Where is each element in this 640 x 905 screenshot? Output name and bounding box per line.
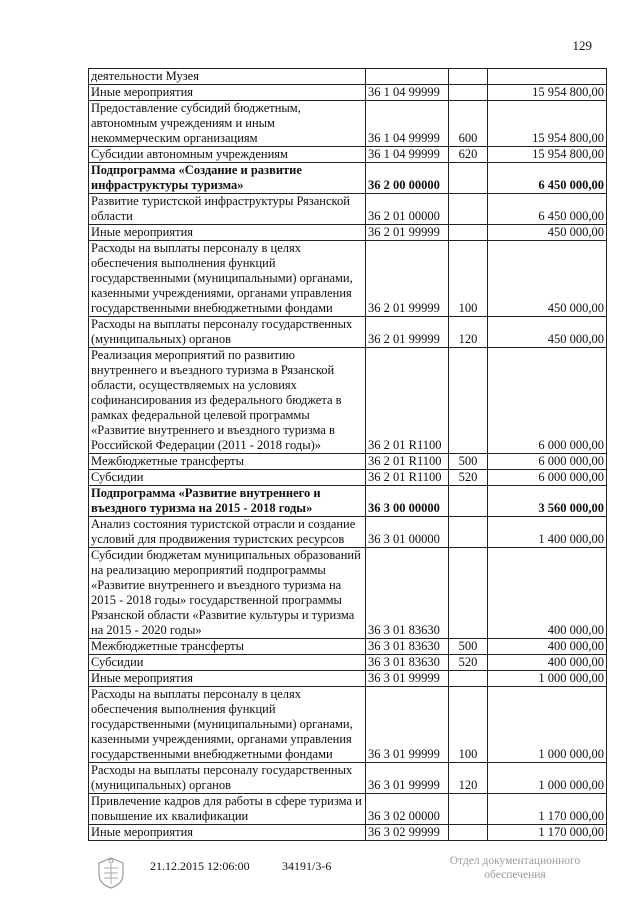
row-name-cell: Расходы на выплаты персоналу в целях обеспечения выполнения функций государственными (муниципальными) органами, казенными учреждениями, органами управления государственными внебюджетными фондами xyxy=(89,241,366,317)
row-name-cell: Подпрограмма «Создание и развитие инфраструктуры туризма» xyxy=(89,163,366,194)
table-row xyxy=(89,671,607,687)
row-amount-cell: 400 000,00 xyxy=(488,548,607,639)
table-row xyxy=(89,825,607,841)
row-type-cell xyxy=(449,517,488,548)
coat-of-arms-icon xyxy=(96,856,126,890)
row-amount-cell: 6 000 000,00 xyxy=(488,470,607,486)
row-code-cell: 36 2 01 R1100 xyxy=(366,454,449,470)
row-type-cell xyxy=(449,671,488,687)
row-type-cell xyxy=(449,194,488,225)
row-name-cell: Субсидии автономным учреждениям xyxy=(89,147,366,163)
row-type-cell: 500 xyxy=(449,454,488,470)
table-row xyxy=(89,517,607,548)
footer xyxy=(0,848,640,905)
table-row xyxy=(89,194,607,225)
table-row xyxy=(89,85,607,101)
row-name-cell: Расходы на выплаты персоналу в целях обеспечения выполнения функций государственными (муниципальными) органами, казенными учреждениями, органами управления государственными внебюджетными фондами xyxy=(89,687,366,763)
row-type-cell xyxy=(449,548,488,639)
stamp-line: Отдел документационного xyxy=(449,855,581,867)
row-name-cell: деятельности Музея xyxy=(89,69,366,85)
table-row xyxy=(89,639,607,655)
row-amount-cell: 1 400 000,00 xyxy=(488,517,607,548)
table-row xyxy=(89,147,607,163)
row-name-cell: Расходы на выплаты персоналу государственных (муниципальных) органов xyxy=(89,763,366,794)
table-row xyxy=(89,69,607,85)
row-code-cell: 36 2 01 99999 xyxy=(366,317,449,348)
table-row xyxy=(89,470,607,486)
department-stamp xyxy=(440,854,590,882)
row-name-cell: Анализ состояния туристской отрасли и создание условий для продвижения туристских ресурсов xyxy=(89,517,366,548)
table-row xyxy=(89,548,607,639)
row-amount-cell: 15 954 800,00 xyxy=(488,85,607,101)
row-name-cell: Расходы на выплаты персоналу государственных (муниципальных) органов xyxy=(89,317,366,348)
row-code-cell: 36 1 04 99999 xyxy=(366,101,449,147)
table-row xyxy=(89,763,607,794)
row-type-cell: 100 xyxy=(449,241,488,317)
budget-table xyxy=(88,68,607,841)
row-code-cell: 36 3 01 00000 xyxy=(366,517,449,548)
row-name-cell: Иные мероприятия xyxy=(89,225,366,241)
row-amount-cell: 450 000,00 xyxy=(488,317,607,348)
row-code-cell: 36 3 01 99999 xyxy=(366,671,449,687)
row-type-cell xyxy=(449,69,488,85)
table-row xyxy=(89,687,607,763)
row-type-cell xyxy=(449,825,488,841)
row-amount-cell: 6 000 000,00 xyxy=(488,348,607,454)
row-type-cell: 120 xyxy=(449,763,488,794)
row-name-cell: Субсидии xyxy=(89,655,366,671)
footer-datetime: 21.12.2015 12:06:00 xyxy=(150,859,250,873)
table-row xyxy=(89,655,607,671)
row-name-cell: Субсидии бюджетам муниципальных образований на реализацию мероприятий подпрограммы «Развитие внутреннего и въездного туризма на 2015 - 2018 годы» государственной программы Рязанской области «Развитие культуры и туризма на 2015 - 2020 годы» xyxy=(89,548,366,639)
row-code-cell: 36 1 04 99999 xyxy=(366,85,449,101)
row-code-cell: 36 3 00 00000 xyxy=(366,486,449,517)
table-row xyxy=(89,454,607,470)
row-code-cell: 36 2 01 99999 xyxy=(366,225,449,241)
row-type-cell: 520 xyxy=(449,655,488,671)
row-code-cell: 36 2 01 00000 xyxy=(366,194,449,225)
row-type-cell xyxy=(449,486,488,517)
row-amount-cell: 1 170 000,00 xyxy=(488,825,607,841)
row-name-cell: Межбюджетные трансферты xyxy=(89,639,366,655)
row-code-cell xyxy=(366,69,449,85)
row-type-cell: 620 xyxy=(449,147,488,163)
row-code-cell: 36 2 01 R1100 xyxy=(366,348,449,454)
row-amount-cell xyxy=(488,69,607,85)
row-code-cell: 36 2 01 R1100 xyxy=(366,470,449,486)
table-row xyxy=(89,794,607,825)
row-code-cell: 36 3 01 83630 xyxy=(366,655,449,671)
table-row xyxy=(89,163,607,194)
row-name-cell: Иные мероприятия xyxy=(89,671,366,687)
row-amount-cell: 1 170 000,00 xyxy=(488,794,607,825)
row-code-cell: 36 3 01 83630 xyxy=(366,639,449,655)
row-code-cell: 36 3 02 99999 xyxy=(366,825,449,841)
row-name-cell: Подпрограмма «Развитие внутреннего и въездного туризма на 2015 - 2018 годы» xyxy=(89,486,366,517)
row-amount-cell: 1 000 000,00 xyxy=(488,671,607,687)
row-amount-cell: 15 954 800,00 xyxy=(488,101,607,147)
table-row xyxy=(89,241,607,317)
row-name-cell: Предоставление субсидий бюджетным, автономным учреждениям и иным некоммерческим организациям xyxy=(89,101,366,147)
row-code-cell: 36 3 01 99999 xyxy=(366,687,449,763)
row-name-cell: Иные мероприятия xyxy=(89,825,366,841)
row-name-cell: Иные мероприятия xyxy=(89,85,366,101)
row-type-cell: 520 xyxy=(449,470,488,486)
row-type-cell xyxy=(449,85,488,101)
table-row xyxy=(89,348,607,454)
row-type-cell xyxy=(449,163,488,194)
table-row xyxy=(89,101,607,147)
table-row xyxy=(89,317,607,348)
row-code-cell: 36 2 01 99999 xyxy=(366,241,449,317)
row-amount-cell: 6 450 000,00 xyxy=(488,163,607,194)
row-type-cell: 600 xyxy=(449,101,488,147)
row-code-cell: 36 3 02 00000 xyxy=(366,794,449,825)
row-type-cell: 100 xyxy=(449,687,488,763)
row-code-cell: 36 1 04 99999 xyxy=(366,147,449,163)
row-type-cell xyxy=(449,348,488,454)
row-code-cell: 36 2 00 00000 xyxy=(366,163,449,194)
page-number: 129 xyxy=(572,38,592,53)
row-name-cell: Реализация мероприятий по развитию внутреннего и въездного туризма в Рязанской области, осуществляемых на условиях софинансирования из федерального бюджета в рамках федеральной целевой программы «Развитие внутреннего и въездного туризма в Российской Федерации (2011 - 2018 годы)» xyxy=(89,348,366,454)
row-amount-cell: 450 000,00 xyxy=(488,241,607,317)
row-amount-cell: 1 000 000,00 xyxy=(488,763,607,794)
row-type-cell xyxy=(449,794,488,825)
row-name-cell: Субсидии xyxy=(89,470,366,486)
footer-doc-number: 34191/3-6 xyxy=(282,859,332,873)
row-amount-cell: 15 954 800,00 xyxy=(488,147,607,163)
row-amount-cell: 1 000 000,00 xyxy=(488,687,607,763)
row-amount-cell: 400 000,00 xyxy=(488,655,607,671)
row-code-cell: 36 3 01 83630 xyxy=(366,548,449,639)
row-code-cell: 36 3 01 99999 xyxy=(366,763,449,794)
table-row xyxy=(89,486,607,517)
row-amount-cell: 3 560 000,00 xyxy=(488,486,607,517)
stamp-line: обеспечения xyxy=(484,869,546,881)
row-name-cell: Развитие туристской инфраструктуры Рязанской области xyxy=(89,194,366,225)
row-name-cell: Привлечение кадров для работы в сфере туризма и повышение их квалификации xyxy=(89,794,366,825)
table-row xyxy=(89,225,607,241)
row-name-cell: Межбюджетные трансферты xyxy=(89,454,366,470)
row-amount-cell: 450 000,00 xyxy=(488,225,607,241)
row-type-cell xyxy=(449,225,488,241)
row-amount-cell: 6 000 000,00 xyxy=(488,454,607,470)
row-amount-cell: 6 450 000,00 xyxy=(488,194,607,225)
row-amount-cell: 400 000,00 xyxy=(488,639,607,655)
row-type-cell: 120 xyxy=(449,317,488,348)
row-type-cell: 500 xyxy=(449,639,488,655)
